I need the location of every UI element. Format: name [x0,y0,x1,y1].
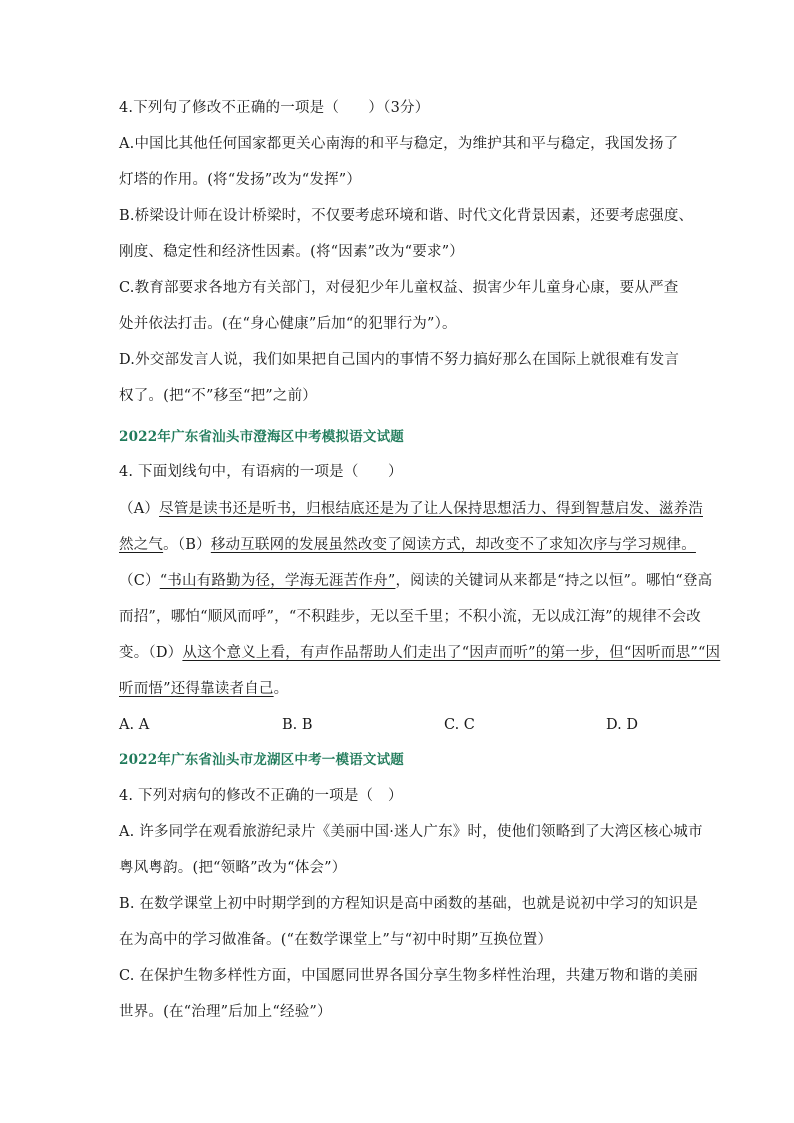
underlined-sentence-d: 从这个意义上看，有声作品帮助人们走出了“因声而听”的第一步，但“因听而思”“因 [182,645,721,661]
question-stem: 4.下列句了修改不正确的一项是（ ）（3分） [119,100,430,116]
underlined-sentence-d: 听而悟”还得靠读者自己 [119,681,274,697]
option-c-line-2: 处并依法打击。(在“身心健康”后加“的犯罪行为”）。 [119,316,457,332]
passage-line [119,680,288,698]
option-a-line-1: A.中国比其他任何国家都更关心南海的和平与稳定，为维护其和平与稳定，我国发扬了 [119,136,679,152]
question-stem: 4. 下列对病句的修改不正确的一项是（ ） [119,788,403,804]
passage-label: （A） [119,501,160,517]
underlined-sentence-c: “书山有路勤为径，学海无涯苦作舟” [159,573,396,589]
choice-d: D. D [606,717,638,733]
passage-line [119,572,712,590]
passage-text: ，阅读的关键词从来都是“持之以恒”。哪怕“登高 [395,573,713,589]
option-c-line-1: C.教育部要求各地方有关部门，对侵犯少年儿童权益、损害少年儿童身心康，要从严查 [119,280,679,296]
option-b-line-2: 在为高中的学习做准备。(“在数学课堂上”与“初中时期”互换位置） [119,932,553,948]
passage-label: （C） [119,573,160,589]
option-b-line-1: B. 在数学课堂上初中时期学到的方程知识是高中函数的基础，也就是说初中学习的知识是 [119,896,699,912]
section-heading: 2022年广东省汕头市澄海区中考模拟语文试题 [119,429,404,445]
option-a-line-1: A. 许多同学在观看旅游纪录片《美丽中国·迷人广东》时，使他们领略到了大湾区核心城市 [119,824,703,840]
option-c-line-2: 世界。(在“治理”后加上“经验”） [119,1004,332,1020]
passage-label: 变。（D） [119,645,183,661]
passage-label: 。（B） [163,537,211,553]
option-b-line-1: B.桥梁设计师在设计桥梁时，不仅要考虑环境和谐、时代文化背景因素，还要考虑强度、 [119,208,694,224]
section-heading: 2022年广东省汕头市龙湖区中考一模语文试题 [119,752,404,768]
option-a-line-2: 粤风粤韵。(把“领略”改为“体会”） [119,860,347,876]
passage-text: 。 [273,681,289,697]
underlined-sentence-a: 尽管是读书还是听书，归根结底还是为了让人保持思想活力、得到智慧启发、滋养浩 [159,501,703,517]
underlined-sentence-b: 移动互联网的发展虽然改变了阅读方式，却改变不了求知次序与学习规律。 [210,537,696,553]
choice-a: A. A [119,717,150,733]
option-d-line-1: D.外交部发言人说，我们如果把自己国内的事情不努力搞好那么在国际上就很难有发言 [119,352,680,368]
passage-line [119,644,720,662]
choice-b: B. B [282,717,313,733]
option-a-line-2: 灯塔的作用。(将“发扬”改为“发挥”） [119,172,362,188]
option-d-line-2: 权了。(把“不”移至“把”之前） [119,388,318,404]
option-b-line-2: 刚度、稳定性和经济性因素。(将“因素”改为“要求”） [119,244,465,260]
option-c-line-1: C. 在保护生物多样性方面，中国愿同世界各国分享生物多样性治理，共建万物和谐的美丽 [119,968,698,984]
passage-line [119,536,696,554]
choice-c: C. C [444,717,475,733]
passage-line: 而招”，哪怕“顺风而呼”，“不积跬步，无以至千里；不积小流，无以成江海”的规律不会改 [119,609,701,625]
passage-line [119,500,703,518]
question-stem: 4. 下面划线句中，有语病的一项是（ ） [119,464,403,480]
underlined-sentence-a: 然之气 [119,537,164,553]
